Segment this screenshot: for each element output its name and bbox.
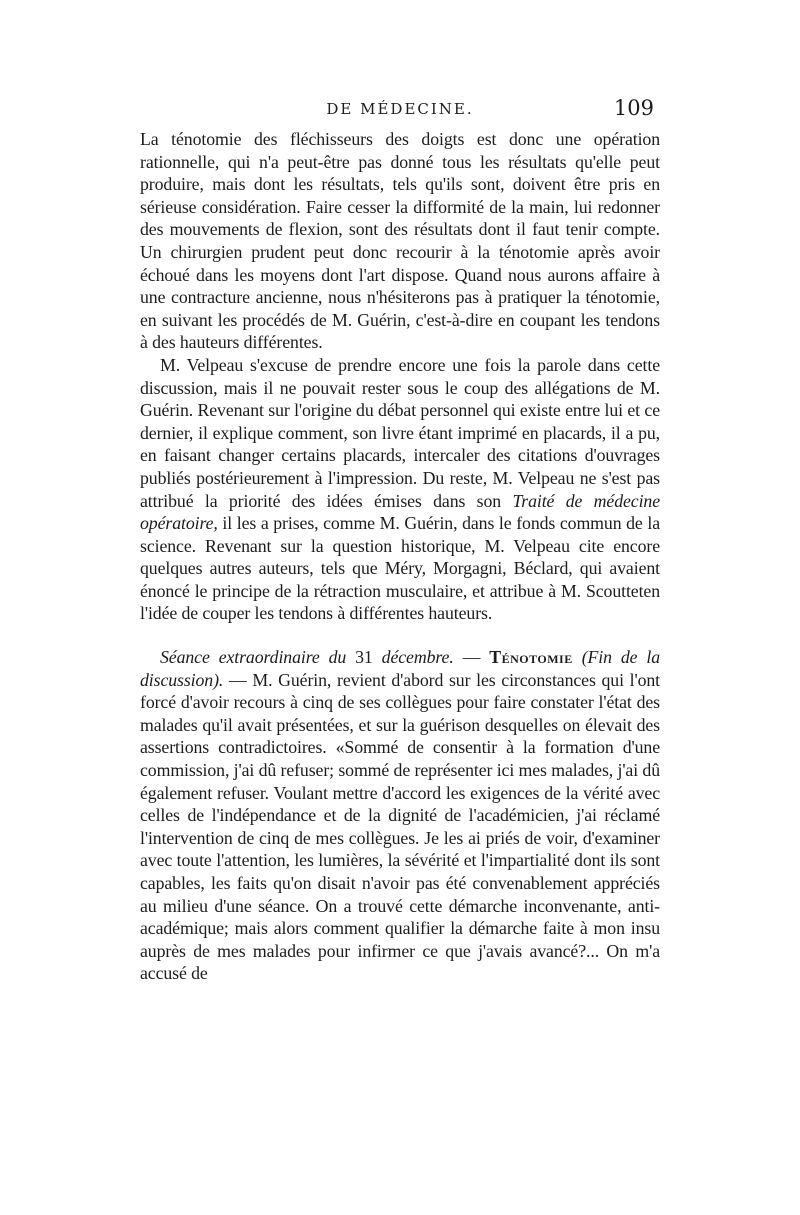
body-text: [140, 128, 660, 985]
page-number: 109: [613, 96, 654, 120]
paragraph-velpeau: [140, 354, 660, 625]
session-day: 31: [346, 647, 382, 668]
running-title: DE MÉDECINE.: [326, 100, 474, 118]
session-month: décembre.: [381, 647, 454, 668]
session-label: Séance extraordinaire du: [160, 647, 347, 668]
book-title: Traité de médecine opératoire,: [140, 490, 660, 534]
dash: —: [453, 647, 490, 668]
paragraph-seance-extraordinaire: [140, 646, 660, 985]
velpeau-text-b: il les a prises, comme M. Guérin, dans le fonds commun de la science. Revenant sur la question historique, M. Velpeau cite encore quelques autres auteurs, tels que Méry, Morgagni, Béclard, qui avaient énoncé le principe de la rétraction musculaire, et attribue à M. Scoutteten l'idée de couper les tendons à différentes hauteurs.: [140, 513, 660, 624]
section-subheading: (Fin de la discussion).: [140, 647, 660, 690]
page-header: [140, 96, 660, 126]
paragraph-tenotomie-conclusion: La ténotomie des fléchisseurs des doigts est donc une opération rationnelle, qui n'a peut-être pas donné tous les résultats qu'elle peut produire, mais dont les résultats, tels qu'ils sont, doivent être pris en sérieuse considération. Faire cesser la difformité de la main, lui redonner des mouvements de flexion, sont des résultats dont il faut tenir compte. Un chirurgien prudent peut donc recourir à la ténotomie après avoir échoué dans les moyens dont l'art dispose. Quand nous aurons affaire à une contracture ancienne, nous n'hésiterons pas à pratiquer la ténotomie, en suivant les procédés de M. Guérin, c'est-à-dire en coupant les tendons à des hauteurs différentes.: [140, 129, 660, 353]
guerin-speech: — M. Guérin, revient d'abord sur les circonstances qui l'ont forcé d'avoir recours à cinq de ses collègues pour faire constater l'état des malades qu'il avait présentées, et sur la guérison desquelles on élevait des assertions contradictoires. «Sommé de consentir à la formation d'une commission, j'ai dû refuser; sommé de représenter ici mes malades, j'ai dû également refuser. Voulant mettre d'accord les exigences de la vérité avec celles de l'indépendance et de la dignité de l'académicien, j'ai réclamé l'intervention de cinq de mes collègues. Je les ai priés de voir, d'examiner avec toute l'attention, les lumières, la sévérité et l'impartialité dont ils sont capables, les faits qu'on disait n'avoir pas été convenablement appréciés au milieu d'une séance. On a trouvé cette démarche inconvenante, anti-académique; mais alors comment qualifier la démarche faite à mon insu auprès de mes malades pour infirmer ce que j'avais avancé?... On m'a accusé de: [140, 669, 660, 984]
section-heading: Ténotomie: [489, 647, 573, 668]
velpeau-text-a: M. Velpeau s'excuse de prendre encore une fois la parole dans cette discussion, mais il ne pouvait rester sous le coup des allégations de M. Guérin. Revenant sur l'origine du débat personnel qui existe entre lui et ce dernier, il explique comment, son livre étant imprimé en placards, il a pu, en faisant changer certains placards, intercaler des citations d'ouvrages publiés postérieurement à l'impression. Du reste, M. Velpeau ne s'est pas attribué la priorité des idées émises dans son: [140, 354, 660, 511]
